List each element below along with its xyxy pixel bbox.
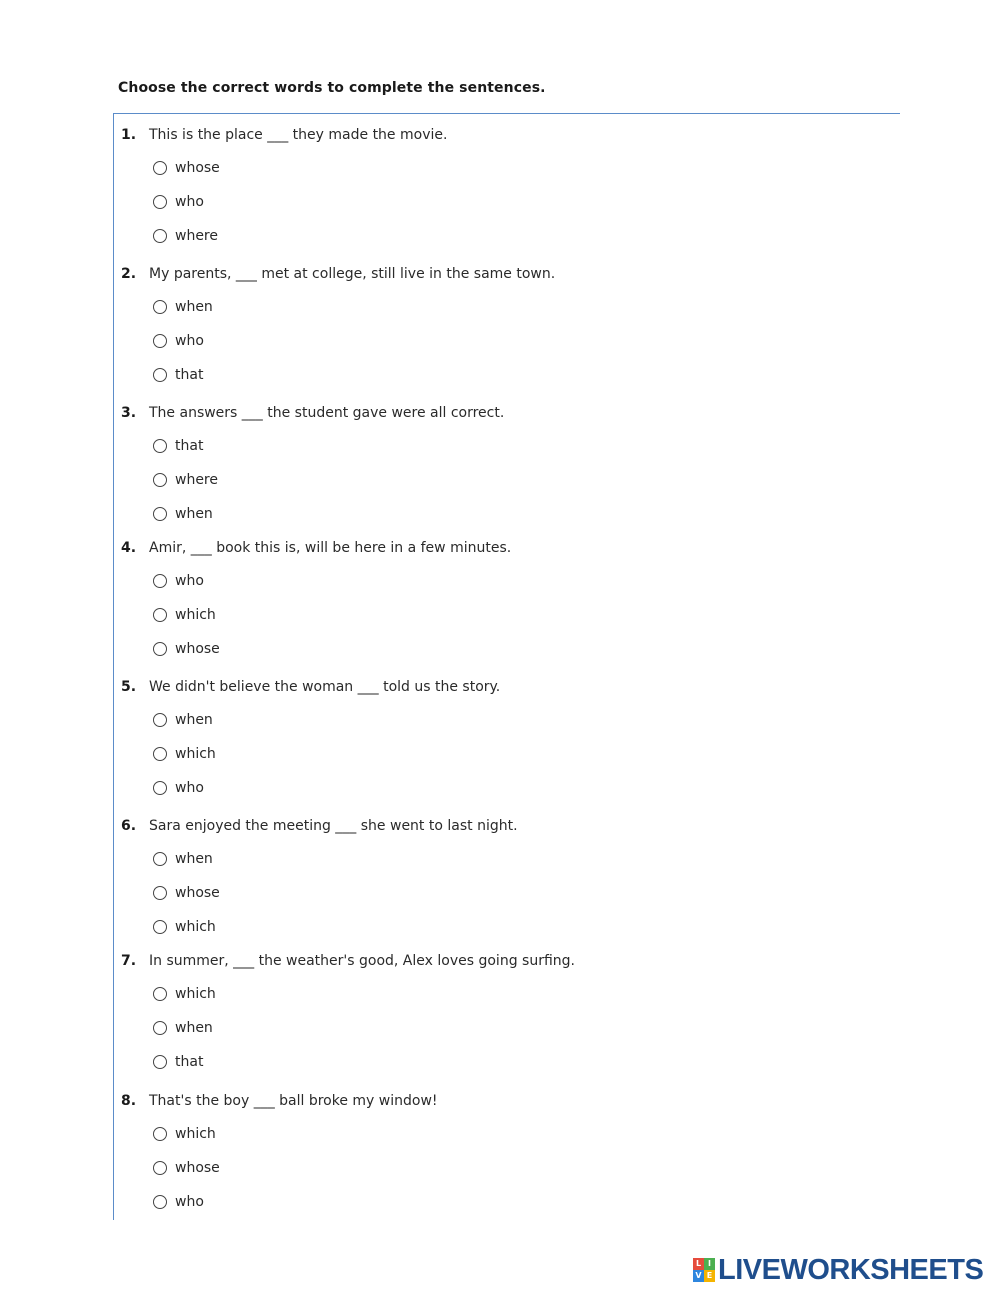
option-label: who (175, 573, 204, 589)
radio-circle-icon[interactable] (153, 713, 167, 727)
logo-letter: V (693, 1270, 704, 1282)
option-radio[interactable] (153, 1019, 213, 1037)
question-4 (0, 540, 1000, 670)
option-label: which (175, 919, 216, 935)
radio-circle-icon[interactable] (153, 473, 167, 487)
option-label: whose (175, 641, 220, 657)
question-number: 6. (121, 818, 137, 834)
option-label: when (175, 506, 213, 522)
live-logo-icon (693, 1258, 715, 1282)
logo-letter: I (704, 1258, 715, 1270)
radio-circle-icon[interactable] (153, 852, 167, 866)
option-label: whose (175, 160, 220, 176)
option-label: which (175, 746, 216, 762)
option-radio[interactable] (153, 1193, 204, 1211)
option-label: when (175, 1020, 213, 1036)
radio-circle-icon[interactable] (153, 886, 167, 900)
radio-circle-icon[interactable] (153, 507, 167, 521)
option-radio[interactable] (153, 572, 204, 590)
option-radio[interactable] (153, 227, 218, 245)
logo-letter: L (693, 1258, 704, 1270)
option-radio[interactable] (153, 505, 213, 523)
option-label: when (175, 712, 213, 728)
question-number: 1. (121, 127, 137, 143)
question-text: We didn't believe the woman ___ told us the story. (149, 679, 501, 695)
option-label: that (175, 438, 204, 454)
option-label: when (175, 299, 213, 315)
option-label: when (175, 851, 213, 867)
radio-circle-icon[interactable] (153, 987, 167, 1001)
question-number: 4. (121, 540, 137, 556)
option-radio[interactable] (153, 1125, 216, 1143)
option-radio[interactable] (153, 850, 213, 868)
question-1 (0, 127, 1000, 257)
question-number: 8. (121, 1093, 137, 1109)
question-text: That's the boy ___ ball broke my window! (149, 1093, 438, 1109)
option-label: where (175, 228, 218, 244)
radio-circle-icon[interactable] (153, 439, 167, 453)
question-2 (0, 266, 1000, 396)
instruction-text: Choose the correct words to complete the sentences. (118, 80, 546, 96)
radio-circle-icon[interactable] (153, 642, 167, 656)
option-label: who (175, 1194, 204, 1210)
option-radio[interactable] (153, 884, 220, 902)
question-number: 3. (121, 405, 137, 421)
radio-circle-icon[interactable] (153, 1055, 167, 1069)
option-radio[interactable] (153, 298, 213, 316)
option-label: where (175, 472, 218, 488)
option-radio[interactable] (153, 471, 218, 489)
option-radio[interactable] (153, 159, 220, 177)
brand-name: LIVEWORKSHEETS (718, 1254, 984, 1286)
option-radio[interactable] (153, 366, 203, 384)
liveworksheets-logo (693, 1255, 983, 1285)
question-6 (0, 818, 1000, 948)
option-label: that (175, 367, 204, 383)
question-text: Sara enjoyed the meeting ___ she went to last night. (149, 818, 518, 834)
question-8 (0, 1093, 1000, 1223)
option-radio[interactable] (153, 606, 216, 624)
option-label: that (175, 1054, 204, 1070)
option-radio[interactable] (153, 711, 213, 729)
option-label: whose (175, 1160, 220, 1176)
radio-circle-icon[interactable] (153, 608, 167, 622)
radio-circle-icon[interactable] (153, 368, 167, 382)
radio-circle-icon[interactable] (153, 334, 167, 348)
question-frame-top-border (113, 113, 900, 114)
question-number: 7. (121, 953, 137, 969)
option-label: who (175, 780, 204, 796)
radio-circle-icon[interactable] (153, 574, 167, 588)
radio-circle-icon[interactable] (153, 1195, 167, 1209)
option-radio[interactable] (153, 1159, 220, 1177)
radio-circle-icon[interactable] (153, 300, 167, 314)
radio-circle-icon[interactable] (153, 781, 167, 795)
option-radio[interactable] (153, 745, 216, 763)
option-label: which (175, 986, 216, 1002)
radio-circle-icon[interactable] (153, 920, 167, 934)
option-radio[interactable] (153, 779, 204, 797)
radio-circle-icon[interactable] (153, 1161, 167, 1175)
radio-circle-icon[interactable] (153, 195, 167, 209)
option-radio[interactable] (153, 918, 216, 936)
question-text: This is the place ___ they made the movie. (149, 127, 448, 143)
option-radio[interactable] (153, 193, 204, 211)
question-text: My parents, ___ met at college, still live in the same town. (149, 266, 556, 282)
radio-circle-icon[interactable] (153, 1127, 167, 1141)
radio-circle-icon[interactable] (153, 229, 167, 243)
question-number: 5. (121, 679, 137, 695)
radio-circle-icon[interactable] (153, 161, 167, 175)
question-text: Amir, ___ book this is, will be here in a few minutes. (149, 540, 512, 556)
option-radio[interactable] (153, 985, 216, 1003)
question-number: 2. (121, 266, 137, 282)
radio-circle-icon[interactable] (153, 1021, 167, 1035)
question-text: In summer, ___ the weather's good, Alex loves going surfing. (149, 953, 575, 969)
radio-circle-icon[interactable] (153, 747, 167, 761)
question-5 (0, 679, 1000, 809)
option-label: which (175, 607, 216, 623)
option-radio[interactable] (153, 640, 220, 658)
option-radio[interactable] (153, 332, 204, 350)
question-text: The answers ___ the student gave were all correct. (149, 405, 505, 421)
option-radio[interactable] (153, 437, 203, 455)
option-radio[interactable] (153, 1053, 203, 1071)
question-3 (0, 405, 1000, 535)
option-label: who (175, 333, 204, 349)
option-label: which (175, 1126, 216, 1142)
question-7 (0, 953, 1000, 1083)
option-label: whose (175, 885, 220, 901)
option-label: who (175, 194, 204, 210)
logo-letter: E (704, 1270, 715, 1282)
